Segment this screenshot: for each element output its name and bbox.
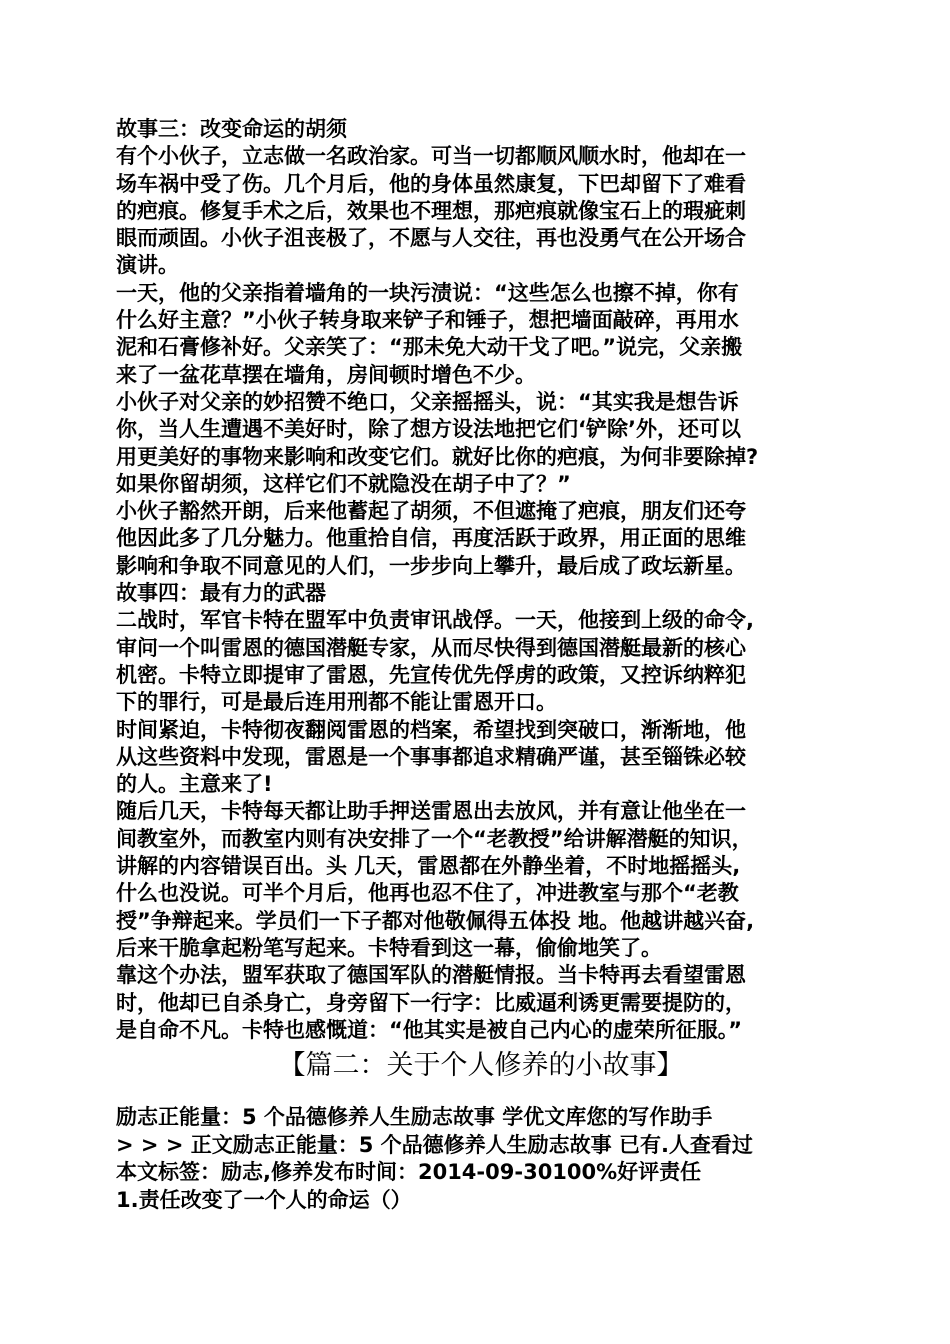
story4-line: 下的罪行，可是最后连用刑都不能让雷恩开口。 xyxy=(116,690,557,715)
story3-line: 小伙子豁然开朗，后来他蓄起了胡须，不但遮掩了疤痕，朋友们还夸 xyxy=(116,499,746,524)
story4-line: 什么也没说。可半个月后，他再也忍不住了，冲进教室与那个“老教 xyxy=(116,881,739,906)
story4-line: 靠这个办法，盟军获取了德国军队的潜艇情报。当卡特再去看望雷恩 xyxy=(116,963,746,988)
story4-line: 时间紧迫，卡特彻夜翻阅雷恩的档案，希望找到突破口，渐渐地，他 xyxy=(116,717,746,742)
story3-line: 场车祸中受了伤。几个月后，他的身体虽然康复，下巴却留下了难看 xyxy=(116,171,746,196)
story3-title: 故事三：改变命运的胡须 xyxy=(116,117,347,141)
story4-line: 机密。卡特立即提审了雷恩，先宣传优先俘虏的政策，又控诉纳粹犯 xyxy=(116,662,746,687)
story4-line: 间教室外，而教室内则有决安排了一个“老教授”给讲解潜艇的知识， xyxy=(116,826,753,851)
story4-line: 审问一个叫雷恩的德国潜艇专家，从而尽快得到德国潜艇最新的核心 xyxy=(116,635,746,660)
story4-line: 二战时，军官卡特在盟军中负责审讯战俘。一天，他接到上级的命令, xyxy=(116,608,754,633)
story4-line: 后来干脆拿起粉笔写起来。卡特看到这一幕，偷偷地笑了。 xyxy=(116,935,662,960)
section-heading-line: 1.责任改变了一个人的命运（） xyxy=(116,1187,412,1212)
document-page xyxy=(116,116,846,1214)
story3-line: 如果你留胡须，这样它们不就隐没在胡子中了？” xyxy=(116,471,571,496)
story4-line: 时，他却已自杀身亡，身旁留下一行字：比威逼利诱更需要提防的， xyxy=(116,990,746,1015)
story4-line: 讲解的内容错误百出。头 几天，雷恩都在外静坐着，不时地摇摇头, xyxy=(116,854,741,879)
story4-line: 的人。主意来了! xyxy=(116,772,273,797)
story3-line: 什么好主意？”小伙子转身取来铲子和锤子，想把墙面敲碎，再用水 xyxy=(116,308,739,333)
part2-heading: 【篇二：关于个人修养的小故事】 xyxy=(278,1050,684,1082)
story3-line: 小伙子对父亲的妙招赞不绝口，父亲摇摇头，说：“其实我是想告诉 xyxy=(116,389,739,414)
story3-line: 一天，他的父亲指着墙角的一块污渍说：“这些怎么也擦不掉，你有 xyxy=(116,280,739,305)
breadcrumb-line: > > > 正文励志正能量：5 个品德修养人生励志故事 已有.人查看过 xyxy=(116,1132,753,1157)
story4-line: 从这些资料中发现，雷恩是一个事事都追求精确严谨，甚至锱铢必较 xyxy=(116,744,746,769)
story4-line: 是自命不凡。卡特也感慨道：“他其实是被自己内心的虚荣所征服。” xyxy=(116,1017,743,1042)
story3-line: 的疤痕。修复手术之后，效果也不理想，那疤痕就像宝石上的瑕疵刺 xyxy=(116,198,746,223)
story4-title: 故事四：最有力的武器 xyxy=(116,581,326,606)
story3-line: 影响和争取不同意见的人们，一步步向上攀升，最后成了政坛新星。 xyxy=(116,553,746,578)
story3-line: 泥和石膏修补好。父亲笑了：“那未免大动干戈了吧。”说完，父亲搬 xyxy=(116,335,743,360)
story3-line: 演讲。 xyxy=(116,253,179,278)
story3-line: 来了一盆花草摆在墙角，房间顿时增色不少。 xyxy=(116,362,536,387)
story3-line: 你，当人生遭遇不美好时，除了想方设法地把它们‘铲除’外，还可以 xyxy=(116,417,741,442)
story3-line: 用更美好的事物来影响和改变它们。就好比你的疤痕，为何非要除掉? xyxy=(116,444,759,469)
story3-line: 他因此多了几分魅力。他重拾自信，再度活跃于政界，用正面的思维 xyxy=(116,526,746,551)
article-title-line: 励志正能量：5 个品德修养人生励志故事 学优文库您的写作助手 xyxy=(116,1105,713,1130)
story3-line: 有个小伙子，立志做一名政治家。可当一切都顺风顺水时，他却在一 xyxy=(116,144,746,169)
story3-line: 眼而顽固。小伙子沮丧极了，不愿与人交往，再也没勇气在公开场合 xyxy=(116,226,746,251)
story4-line: 随后几天，卡特每天都让助手押送雷恩出去放风，并有意让他坐在一 xyxy=(116,799,746,824)
story4-line: 授”争辩起来。学员们一下子都对他敬佩得五体投 地。他越讲越兴奋, xyxy=(116,908,755,933)
tags-date-line: 本文标签：励志,修养发布时间：2014-09-30100%好评责任 xyxy=(116,1160,702,1185)
